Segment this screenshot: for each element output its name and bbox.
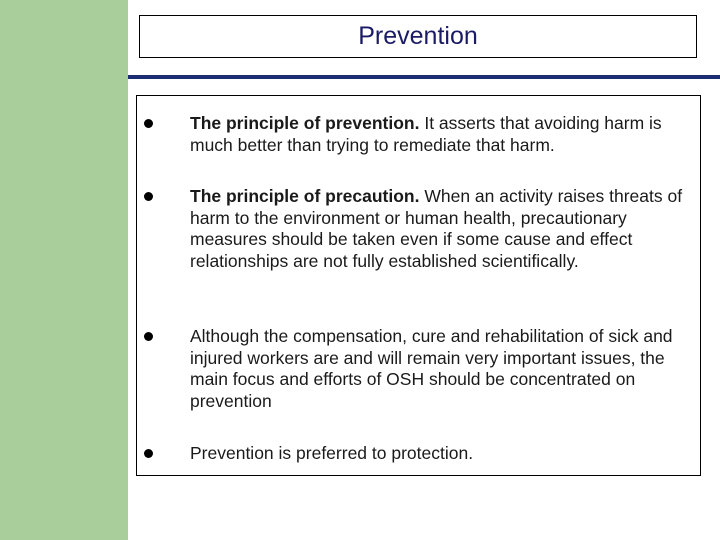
content-box — [136, 95, 701, 476]
bullet-dot-icon — [144, 192, 153, 201]
title-underline-rule — [128, 75, 720, 79]
bullet-lead: The principle of precaution. — [190, 186, 420, 206]
bullet-text — [190, 113, 685, 156]
bullet-dot-icon — [144, 449, 153, 458]
bullet-dot-icon — [144, 119, 153, 128]
bullet-body: When an activity raises threats of harm to the environment or human health, precautionary measures should be taken even if some cause and effect relationships are not fully established scientifically. — [190, 186, 683, 271]
bullet-dot-icon — [144, 332, 153, 341]
left-sidebar-bar — [0, 0, 128, 540]
bullet-lead: The principle of prevention. — [190, 113, 420, 133]
bullet-body: Prevention is preferred to protection. — [190, 443, 474, 463]
bullet-body: It asserts that avoiding harm is much better than trying to remediate that harm. — [190, 113, 662, 155]
bullet-text — [190, 186, 685, 272]
bullet-body: Although the compensation, cure and rehabilitation of sick and injured workers are and will remain very important issues, the main focus and efforts of OSH should be concentrated on prevention — [190, 326, 673, 411]
bullet-text — [190, 326, 685, 412]
bullet-text — [190, 443, 685, 465]
title-box — [139, 15, 697, 58]
slide-title: Prevention — [358, 22, 478, 50]
